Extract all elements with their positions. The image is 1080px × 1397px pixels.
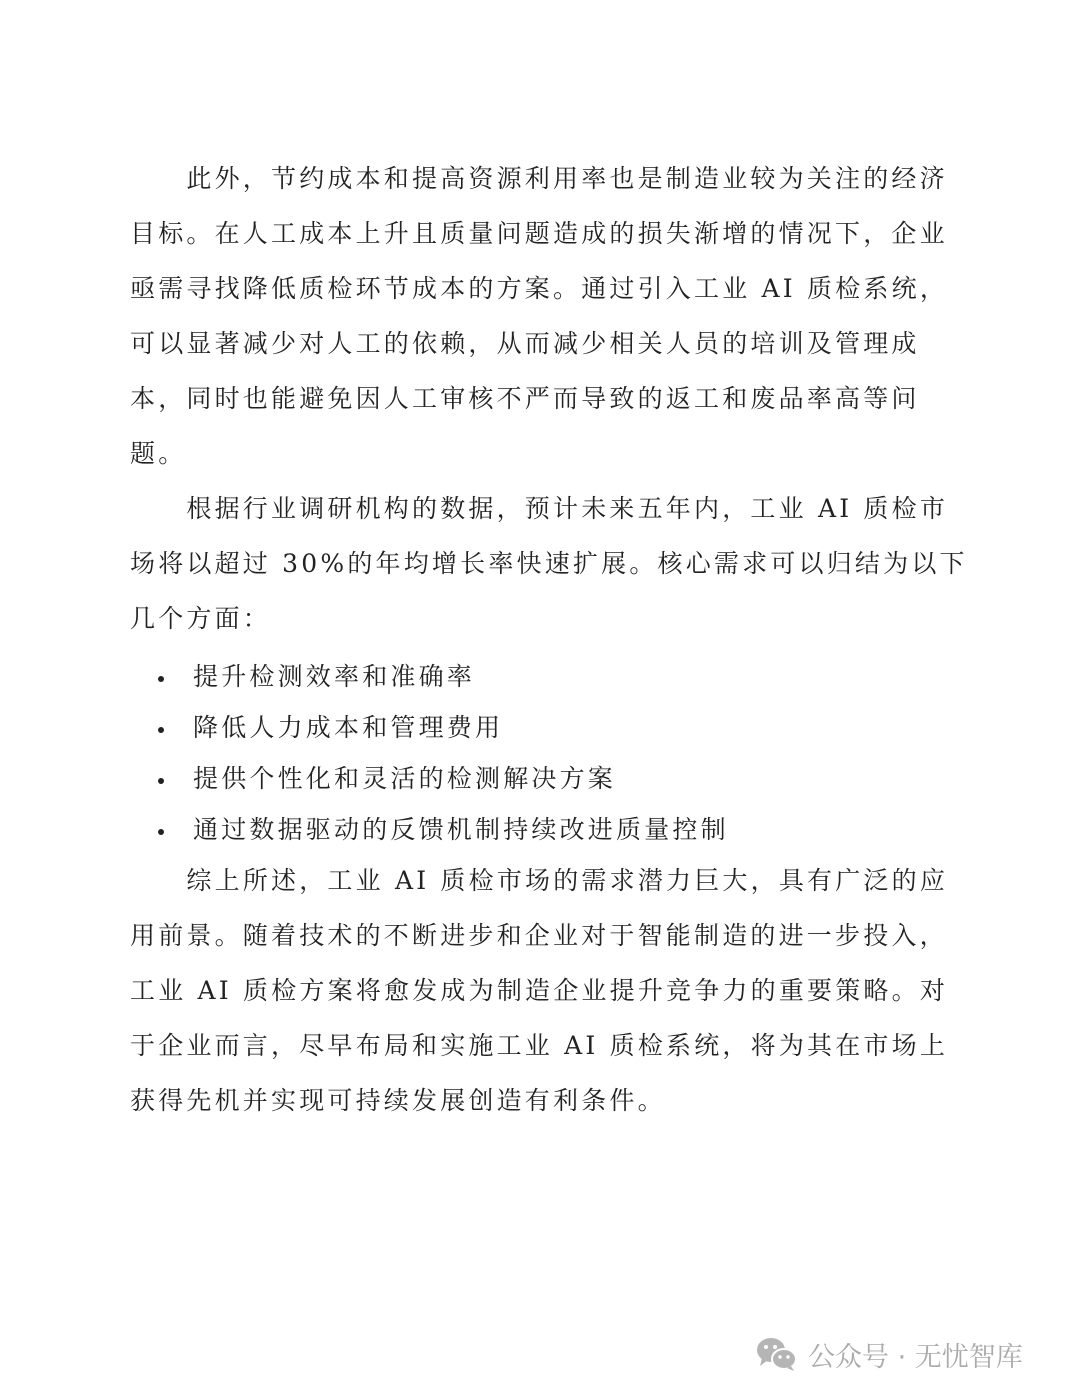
bullet-text: 降低人力成本和管理费用 (193, 713, 504, 742)
bullet-dot (158, 676, 164, 682)
text-line: 题。 (130, 439, 187, 468)
watermark (756, 1336, 1023, 1372)
bullet-text: 提升检测效率和准确率 (193, 662, 476, 691)
text-line: 工业 AI 质检方案将愈发成为制造企业提升竞争力的重要策略。对 (130, 976, 949, 1005)
bullet-text: 通过数据驱动的反馈机制持续改进质量控制 (193, 815, 729, 844)
text-line: 场将以超过 30%的年均增长率快速扩展。核心需求可以归结为以下 (130, 549, 968, 578)
text-line: 此外，节约成本和提高资源利用率也是制造业较为关注的经济 (130, 164, 948, 193)
bullet-dot (158, 727, 164, 733)
bullet-text: 提供个性化和灵活的检测解决方案 (193, 764, 617, 793)
text-line: 目标。在人工成本上升且质量问题造成的损失渐增的情况下，企业 (130, 219, 948, 248)
text-line: 本，同时也能避免因人工审核不严而导致的返工和废品率高等问 (130, 384, 920, 413)
text-line: 几个方面： (130, 604, 272, 633)
text-line: 于企业而言，尽早布局和实施工业 AI 质检系统，将为其在市场上 (130, 1031, 949, 1060)
text-line: 获得先机并实现可持续发展创造有利条件。 (130, 1086, 666, 1115)
bullet-dot (158, 778, 164, 784)
text-line: 可以显著减少对人工的依赖，从而减少相关人员的培训及管理成 (130, 329, 920, 358)
text-line: 根据行业调研机构的数据，预计未来五年内，工业 AI 质检市 (130, 494, 949, 523)
text-line: 用前景。随着技术的不断进步和企业对于智能制造的进一步投入， (130, 921, 948, 950)
wechat-icon (756, 1336, 798, 1372)
text-line: 综上所述，工业 AI 质检市场的需求潜力巨大，具有广泛的应 (130, 866, 949, 895)
text-line: 亟需寻找降低质检环节成本的方案。通过引入工业 AI 质检系统， (130, 274, 949, 303)
watermark-text: 公众号 · 无忧智库 (808, 1341, 1023, 1373)
bullet-dot (158, 829, 164, 835)
